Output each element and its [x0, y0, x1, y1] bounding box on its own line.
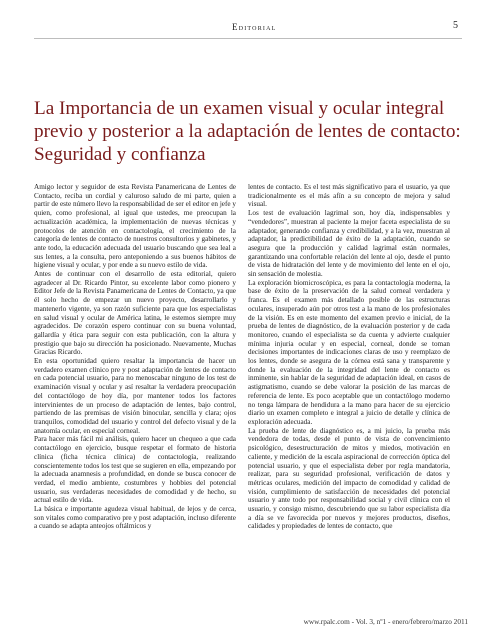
paragraph: lentes de contacto. Es el test más significativo para el usuario, ya que tradicionalmente es el más afín a su concepto de mejora y salud visual. — [248, 183, 450, 209]
section-label: Editorial — [232, 22, 277, 32]
page-header — [34, 20, 462, 40]
footer-citation: www.rpalc.com - Vol. 3, nº1 - enero/febrero/marzo 2011 — [303, 617, 468, 626]
paragraph: La prueba de lente de diagnóstico es, a mi juicio, la prueba más vendedora de todas, desde el punto de vista de convencimiento psicológico, desestructuración de mitos y miedos, motivación en caliente, y medición de la escala aspiracional de corrección óptica del potencial usuario, y que el especialista deber por regla mandatoria, realizar, para su seguridad profesional, verificación de datos y métricas oculares, medición del impacto de comodidad y calidad de visión, cumplimiento de satisfacción de necesidades del potencial usuario y ante todo por responsabilidad social y civil clínica con el usuario, y consigo mismo, descubriendo que su labor especialista día a día se ve favorecida por nuevos y mejores productos, diseños, calidades y propiedades de lentes de contacto, que — [248, 426, 450, 531]
paragraph: Para hacer más fácil mi análisis, quiero hacer un chequeo a que cada contactólogo en ejercicio, busque respetar el formato de historia clínica (ficha técnica clínica) de contactología, realizando conscientemente todos los test que se sugieren en ella, empezando por la adecuada anamnesis a profundidad, en donde se busca conocer de verdad, el medio ambiente, costumbres y hobbies del potencial usuario, sus verdaderas necesidades de comodidad y de hecho, su actual estilo de vida. — [34, 435, 236, 505]
paragraph: En esta oportunidad quiero resaltar la importancia de hacer un verdadero examen clínico pre y post adaptación de lentes de contacto en cada potencial usuario, para no menoscabar ninguno de los test de examinación visual y ocular y así resaltar la verdadera preocupación del contactólogo de hoy día, por mantener todos los factores intervinientes de un proceso de adaptación de lentes, bajo control, partiendo de las premisas de visión binocular, sencilla y clara; ojos tranquilos, comodidad del usuario y control del defecto visual y de la anatomía ocular, en especial corneal. — [34, 357, 236, 435]
page-number: 5 — [453, 20, 458, 31]
paragraph: La básica e importante agudeza visual habitual, de lejos y de cerca, son vitales como comparativo pre y post adaptación, incluso diferente a cuando se adapta anteojos oftálmicos y — [34, 505, 236, 531]
paragraph: Amigo lector y seguidor de esta Revista Panamericana de Lentes de Contacto, reciba un cordial y caluroso saludo de mi parte, quien a partir de este número llevo la responsabilidad de ser el editor en jefe y quien, como profesional, al igual que ustedes, me preocupan la actualización académica, la implementación de nuevas técnicas y protocolos de atención en contactología, el crecimiento de la categoría de lentes de contacto de nuestros consultorios y gabinetes, y ante todo, la educación adecuada del usuario buscando que sea leal a sus lentes, a la consulta, pero anteponiendo a sus buenos hábitos de higiene visual y ocular, y por ende a su nuevo estilo de vida. — [34, 183, 236, 270]
paragraph: La exploración biomicroscópica, es para la contactología moderna, la base de éxito de la preservación de la salud corneal verdadera y franca. Es el examen más detallado posible de las estructuras oculares, insuperado aún por otros test a la mano de los profesionales de la visión. Es en este momento del examen previo e inicial, de la prueba de lentes de diagnóstico, de la evaluación posterior y de cada monitoreo, cuando el especialista se da cuenta y advierte cualquier mínima injuria ocular y en especial, corneal, donde se toman decisiones importantes de indicaciones claras de uso y reemplazo de los lentes, donde se asegura de la córnea está sana y transparente y donde la evaluación de la integridad del lente de contacto es inminente, sin hablar de la seguridad de adaptación ideal, en casos de astigmatismo, cuando se debe valorar la posición de las marcas de referencia de lente. Es poco aceptable que un contactólogo moderno no tenga lámpara de hendidura a la mano para hacer de su ejercicio diario un examen completo e integral a juicio de detalle y clínica de exploración adecuada. — [248, 278, 450, 426]
article-title: La Importancia de un examen visual y ocular integral previo y posterior a la adaptación de lentes de contacto: Seguridad y confianza — [34, 98, 461, 165]
paragraph: Antes de continuar con el desarrollo de esta editorial, quiero agradecer al Dr. Ricardo Pintor, su excelente labor como pionero y Editor Jefe de la Revista Panamericana de Lentes de Contacto, ya que él solo hecho de empezar un nuevo proyecto, desarrollarlo y mantenerlo vigente, ya son razón suficiente para que los especialistas en salud visual y ocular de América latina, le estemos siempre muy agradecidos. De corazón espero continuar con su buena voluntad, gallardía y ética para seguir con esta publicación, con la altura y prestigio que bajo su dirección ha posicionado. Nuevamente, Muchas Gracias Ricardo. — [34, 270, 236, 357]
right-column — [248, 183, 450, 531]
header-rule — [34, 38, 462, 39]
paragraph: Los test de evaluación lagrimal son, hoy día, indispensables y “vendedores”, muestran al paciente la mejor faceta especialista de su adaptador, generando confianza y credibilidad, y a la vez, muestran al adaptador, la predictibilidad de éxito de la adaptación, cuando se asegura que la producción y calidad lagrimal están normales, garantizando una confortable relación del lente al ojo, desde el punto de vista de hidratación del lente y de movimiento del lente en el ojo, sin sensación de molestia. — [248, 209, 450, 279]
left-column — [34, 183, 236, 531]
